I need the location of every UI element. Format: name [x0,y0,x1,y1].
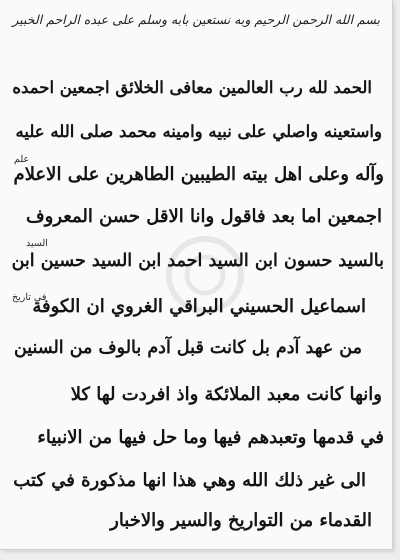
margin-note: السيد [26,238,48,249]
manuscript-line: بالسيد حسون ابن السيد احمد ابن السيد حسين ابن [11,251,384,271]
manuscript-line: في قدمها وتعبدهم فيها وما حل فيها من الانبياء [37,427,384,448]
manuscript-line: من عهد آدم بل كانت قبل آدم بالوف من السنين [13,338,362,358]
manuscript-text [8,6,386,542]
manuscript-line: الحمد لله رب العالمين معافى الخلائق اجمعين احمده [12,78,372,97]
manuscript-line: وانها كانت معبد الملائكة واذ افردت لها كلا [70,384,382,405]
manuscript-line: اسماعيل الحسيني البراقي الغروي ان الكوفة [32,296,366,317]
manuscript-line: القدماء من التواريخ والسير والاخبار [110,510,372,531]
margin-note: في تاريخ [12,292,47,303]
manuscript-line: اجمعين اما بعد فاقول وانا الاقل حسن المعروف [26,206,382,227]
basmala-heading: بسم الله الرحمن الرحيم وبه نستعين بابه وسلم على عبده الراحم الخبير [12,12,380,27]
manuscript-line: الى غير ذلك الله وهي هذا انها مذكورة في كتب [13,470,366,491]
manuscript-line: وآله وعلى اهل بيته الطيبين الطاهرين على الاعلام [13,164,384,185]
margin-note: علم [14,154,30,165]
manuscript-line: واستعينه واصلي على نبيه وامينه محمد صلى الله عليه [15,122,382,141]
